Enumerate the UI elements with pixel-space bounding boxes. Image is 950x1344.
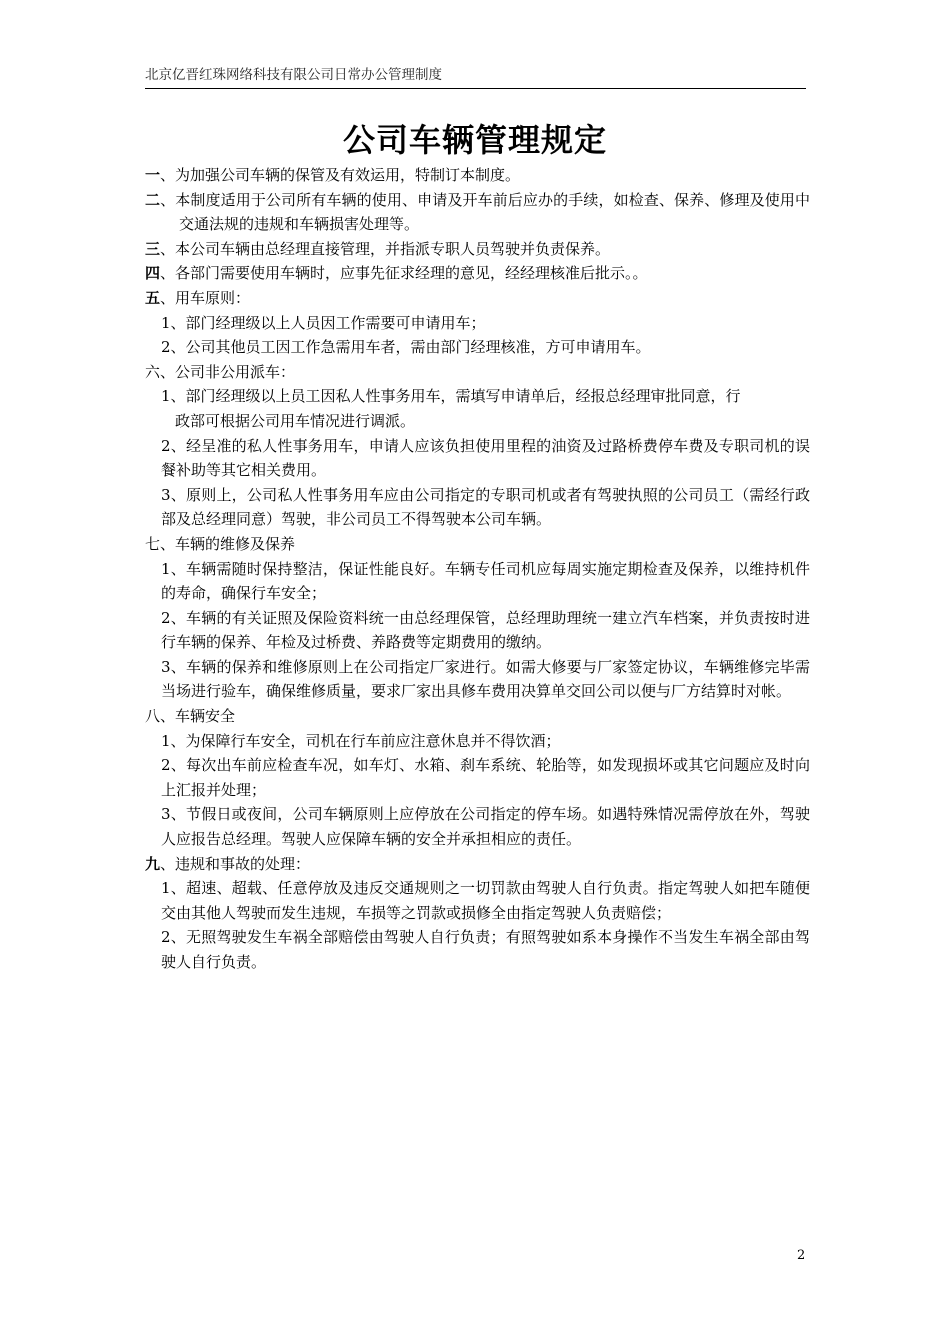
header-text: 北京亿晋红珠网络科技有限公司日常办公管理制度: [145, 67, 442, 83]
section-number: 二: [145, 190, 161, 209]
section-1: [145, 163, 810, 188]
section-9-item: 2、无照驾驶发生车祸全部赔偿由驾驶人自行负责；有照驾驶如系本身操作不当发生车祸全部由驾驶人自行负责。: [161, 928, 810, 971]
section-7-item: 1、车辆需随时保持整洁，保证性能良好。车辆专任司机应每周实施定期检查及保养，以维持机件的寿命，确保行车安全；: [161, 559, 810, 603]
section-4: [145, 261, 810, 286]
section-9-item: 1、超速、超载、任意停放及违反交通规则之一切罚款由驾驶人自行负责。指定驾驶人如把车随便交由其他人驾驶而发生违规，车损等之罚款或损修全由指定驾驶人负责赔偿；: [161, 879, 810, 922]
section-text: 、本公司车辆由总经理直接管理，并指派专职人员驾驶并负责保养。: [160, 239, 611, 258]
section-text: 、本制度适用于公司所有车辆的使用、申请及开车前后应办的手续，如检查、保养、修理及使用中交通法规的违规和车辆损害处理等。: [160, 190, 810, 234]
section-number: 三: [145, 239, 161, 258]
section-text: 、为加强公司车辆的保管及有效运用，特制订本制度。: [160, 166, 521, 184]
section-text: 、用车原则：: [160, 288, 251, 307]
item-continuation: 政部可根据公司用车情况进行调派。: [175, 411, 416, 430]
item-first-line: 1、部门经理级以上员工因私人性事务用车，需填写申请单后，经报总经理审批同意，行: [161, 387, 741, 406]
section-number: 八: [145, 707, 161, 726]
section-number: 七: [145, 534, 161, 553]
section-text: 、公司非公用派车：: [160, 362, 296, 381]
section-5: [145, 286, 810, 311]
section-number: 九: [145, 854, 161, 873]
section-7-item: 2、车辆的有关证照及保险资料统一由总经理保管，总经理助理统一建立汽车档案，并负责按时进行车辆的保养、年检及过桥费、养路费等定期费用的缴纳。: [161, 608, 810, 652]
section-7: [145, 532, 810, 557]
section-number: 一: [145, 166, 161, 184]
section-8: [145, 704, 810, 729]
section-9: [145, 852, 810, 877]
document-title: 公司车辆管理规定: [342, 121, 607, 159]
section-5-item: 1、部门经理级以上人员因工作需要可申请用车；: [161, 313, 486, 332]
section-8-item: 3、节假日或夜间，公司车辆原则上应停放在公司指定的停车场。如遇特殊情况需停放在外，驾驶人应报告总经理。驾驶人应保障车辆的安全并承担相应的责任。: [161, 805, 810, 849]
section-5-item: 2、公司其他员工因工作急需用车者，需由部门经理核准，方可申请用车。: [161, 338, 651, 357]
section-text: 、各部门需要使用车辆时，应事先征求经理的意见，经经理核准后批示。。: [160, 264, 648, 283]
section-6-item: 2、经呈准的私人性事务用车，申请人应该负担使用里程的油资及过路桥费停车费及专职司机的误餐补助等其它相关费用。: [161, 436, 810, 480]
section-6-item: [145, 384, 810, 433]
section-number: 五: [145, 288, 161, 307]
section-7-item: 3、车辆的保养和维修原则上在公司指定厂家进行。如需大修要与厂家签定协议，车辆维修完毕需当场进行验车，确保维修质量，要求厂家出具修车费用决算单交回公司以便与厂方结算时对帐。: [161, 657, 810, 701]
document-body: [145, 163, 810, 975]
section-text: 、违规和事故的处理：: [160, 854, 311, 873]
section-8-item: 1、为保障行车安全，司机在行车前应注意休息并不得饮酒；: [161, 731, 561, 750]
section-number: 四: [145, 264, 161, 283]
section-text: 、车辆的维修及保养: [160, 534, 296, 553]
section-6-item: 3、原则上，公司私人性事务用车应由公司指定的专职司机或者有驾驶执照的公司员工（需经行政部及总经理同意）驾驶，非公司员工不得驾驶本公司车辆。: [161, 485, 810, 529]
section-text: 、车辆安全: [160, 707, 236, 726]
page-number: 2: [797, 1248, 806, 1263]
section-number: 六: [145, 362, 161, 381]
section-6: [145, 360, 810, 385]
section-2: [145, 188, 810, 237]
section-3: [145, 237, 810, 262]
page-header: [145, 66, 806, 89]
section-8-item: 2、每次出车前应检查车况，如车灯、水箱、刹车系统、轮胎等，如发现损坏或其它问题应及时向上汇报并处理；: [161, 756, 810, 799]
